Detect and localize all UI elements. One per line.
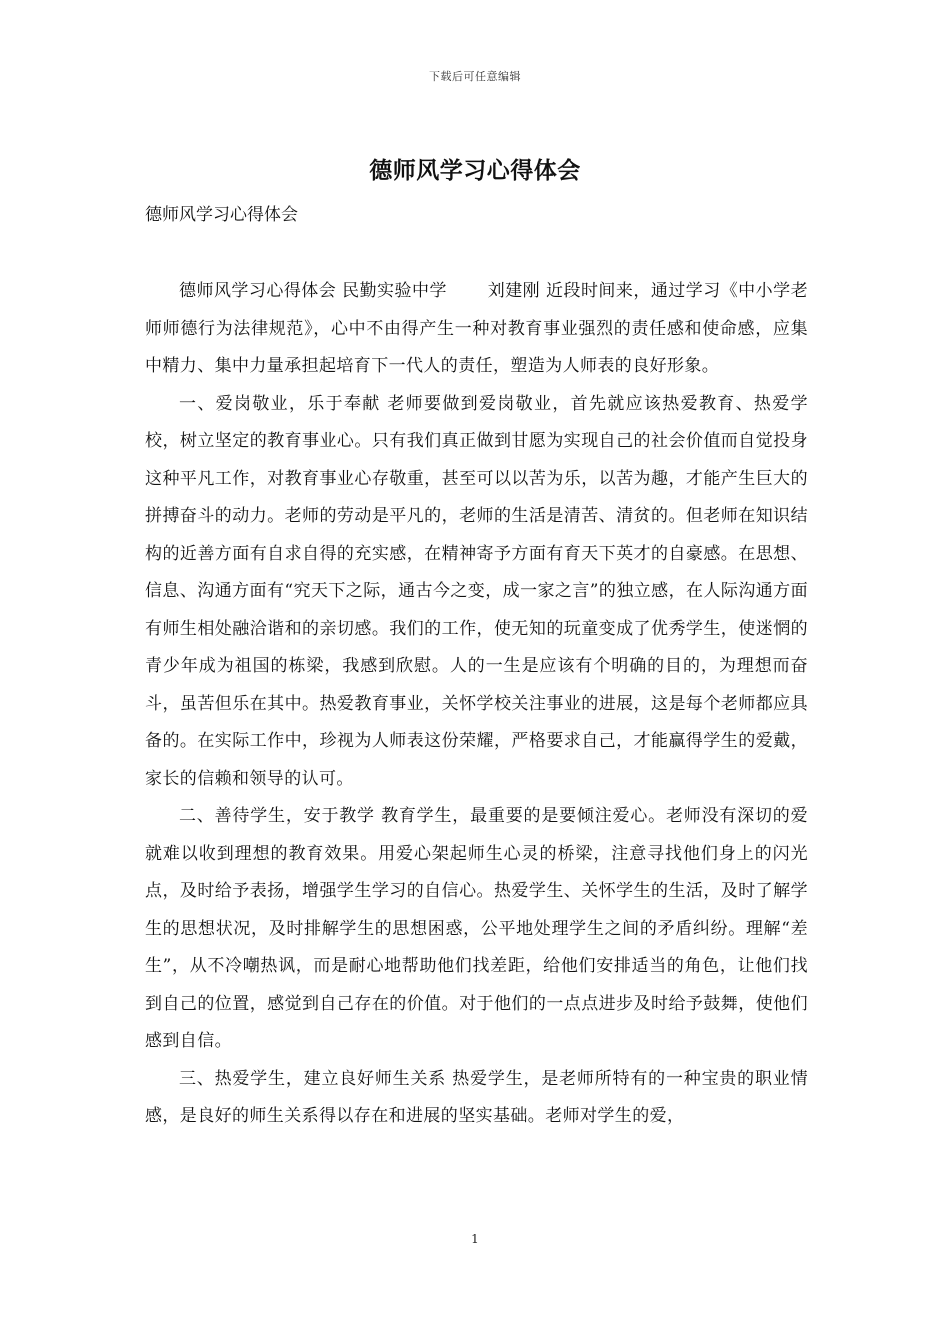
page-number: 1: [471, 1232, 479, 1246]
document-title: 德师风学习心得体会: [369, 157, 581, 184]
paragraph-section-3: 三、热爱学生，建立良好师生关系 热爱学生，是老师所特有的一种宝贵的职业情感，是良好的师生关系得以存在和进展的坚实基础。老师对学生的爱，: [145, 1068, 808, 1126]
page-header-note: 下载后可任意编辑: [429, 70, 521, 83]
document-body: [145, 273, 808, 1136]
document-subtitle: 德师风学习心得体会: [145, 205, 298, 225]
paragraph-section-2: 二、善待学生，安于教学 教育学生，最重要的是要倾注爱心。老师没有深切的爱就难以收到理想的教育效果。用爱心架起师生心灵的桥梁，注意寻找他们身上的闪光点，及时给予表扬，增强学生学习的自信心。热爱学生、关怀学生的生活，及时了解学生的思想状况，及时排解学生的思想困惑，公平地处理学生之间的矛盾纠纷。理解“差生”，从不冷嘲热讽，而是耐心地帮助他们找差距，给他们安排适当的角色，让他们找到自己的位置，感觉到自己存在的价值。对于他们的一点点进步及时给予鼓舞，使他们感到自信。: [145, 806, 808, 1051]
paragraph-intro: 德师风学习心得体会 民勤实验中学 刘建刚 近段时间来，通过学习《中小学老师师德行为法律规范》，心中不由得产生一种对教育事业强烈的责任感和使命感，应集中精力、集中力量承担起培育下一代人的责任，塑造为人师表的良好形象。: [145, 281, 808, 376]
paragraph-section-1: 一、爱岗敬业，乐于奉献 老师要做到爱岗敬业，首先就应该热爱教育、热爱学校，树立坚定的教育事业心。只有我们真正做到甘愿为实现自己的社会价值而自觉投身这种平凡工作，对教育事业心存敬重，甚至可以以苦为乐，以苦为趣，才能产生巨大的拼搏奋斗的动力。老师的劳动是平凡的，老师的生活是清苦、清贫的。但老师在知识结构的近善方面有自求自得的充实感，在精神寄予方面有育天下英才的自豪感。在思想、信息、沟通方面有“究天下之际，通古今之变，成一家之言”的独立感，在人际沟通方面有师生相处融洽谐和的亲切感。我们的工作，使无知的玩童变成了优秀学生，使迷惘的青少年成为祖国的栋梁，我感到欣慰。人的一生是应该有个明确的目的，为理想而奋斗，虽苦但乐在其中。热爱教育事业，关怀学校关注事业的进展，这是每个老师都应具备的。在实际工作中，珍视为人师表这份荣耀，严格要求自己，才能赢得学生的爱戴，家长的信赖和领导的认可。: [145, 393, 808, 789]
